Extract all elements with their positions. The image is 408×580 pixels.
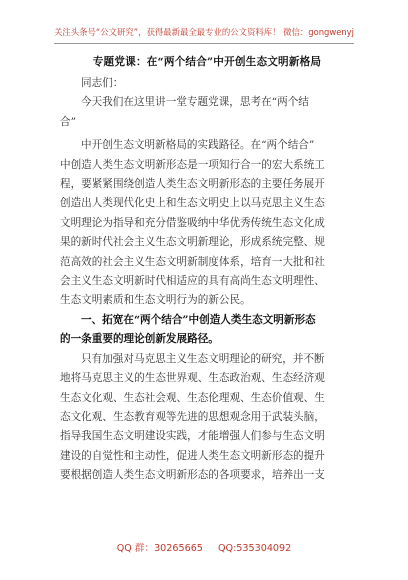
paragraph-line: 要根据创造人类生态文明新形态的各项要求，培养出一支	[60, 469, 325, 482]
document-body	[60, 51, 354, 486]
paragraph-line: 文明理论为指导和充分借鉴吸纳中华优秀传统生态文化成	[60, 216, 325, 229]
paragraph-line: 程，要紧紧围绕创造人类生态文明新形态的主要任务展开	[60, 178, 325, 191]
paragraph-line: 建设的自觉性和主动性，促进人类生态文明新形态的提升	[60, 449, 325, 462]
paragraph-line: 范高效的社会主义生态文明新制度体系，培育一大批和社	[60, 255, 325, 268]
footer-qq-group: QQ 群：30265665	[116, 543, 203, 554]
paragraph-line: 生态文化观、生态社会观、生态伦理观、生态价值观、生	[60, 391, 325, 404]
paragraph-line: 果的新时代社会主义生态文明新理论，形成系统完整、规	[60, 236, 325, 249]
footer-contact	[0, 540, 408, 554]
section-heading-line: 的一条重要的理论创新发展路径。	[60, 333, 219, 346]
section-heading-line: 一、拓宽在“两个结合”中创造人类生态文明新形态	[81, 313, 316, 326]
paragraph-line: 指导我国生态文明建设实践，才能增强人们参与生态文明	[60, 430, 325, 443]
paragraph-line: 中开创生态文明新格局的实践路径。在“两个结合”	[81, 139, 315, 152]
paragraph-line: 会主义生态文明新时代相适应的具有高尚生态文明理性、	[60, 275, 325, 288]
paragraph-line: 态文化观、生态教育观等先进的思想观念用于武装头脑，	[60, 410, 325, 423]
header-notice: 关注头条号“公文研究”，获得最新最全最专业的公文资料库！ 微信：gongwenyj	[54, 27, 354, 37]
paragraph-line: 中创造人类生态文明新形态是一项知行合一的宏大系统工	[60, 158, 325, 171]
paragraph-line: 只有加强对马克思主义生态文明理论的研究，并不断	[81, 352, 325, 365]
paragraph-line: 生态文明素质和生态文明行为的新公民。	[60, 294, 251, 307]
paragraph-line: 地将马克思主义的生态世界观、生态政治观、生态经济观	[60, 372, 325, 385]
paragraph-line: 创造出人类现代化史上和生态文明史上以马克思主义生态	[60, 197, 325, 210]
document-title: 专题党课：在“两个结合”中开创生态文明新格局	[92, 56, 322, 68]
intro-line: 今天我们在这里讲一堂专题党课，思考在“两个结	[81, 96, 309, 109]
header-divider	[54, 43, 354, 44]
salutation: 同志们：	[81, 77, 124, 89]
footer-qq: QQ:535304092	[217, 543, 292, 554]
intro-line: 合”	[60, 115, 77, 128]
